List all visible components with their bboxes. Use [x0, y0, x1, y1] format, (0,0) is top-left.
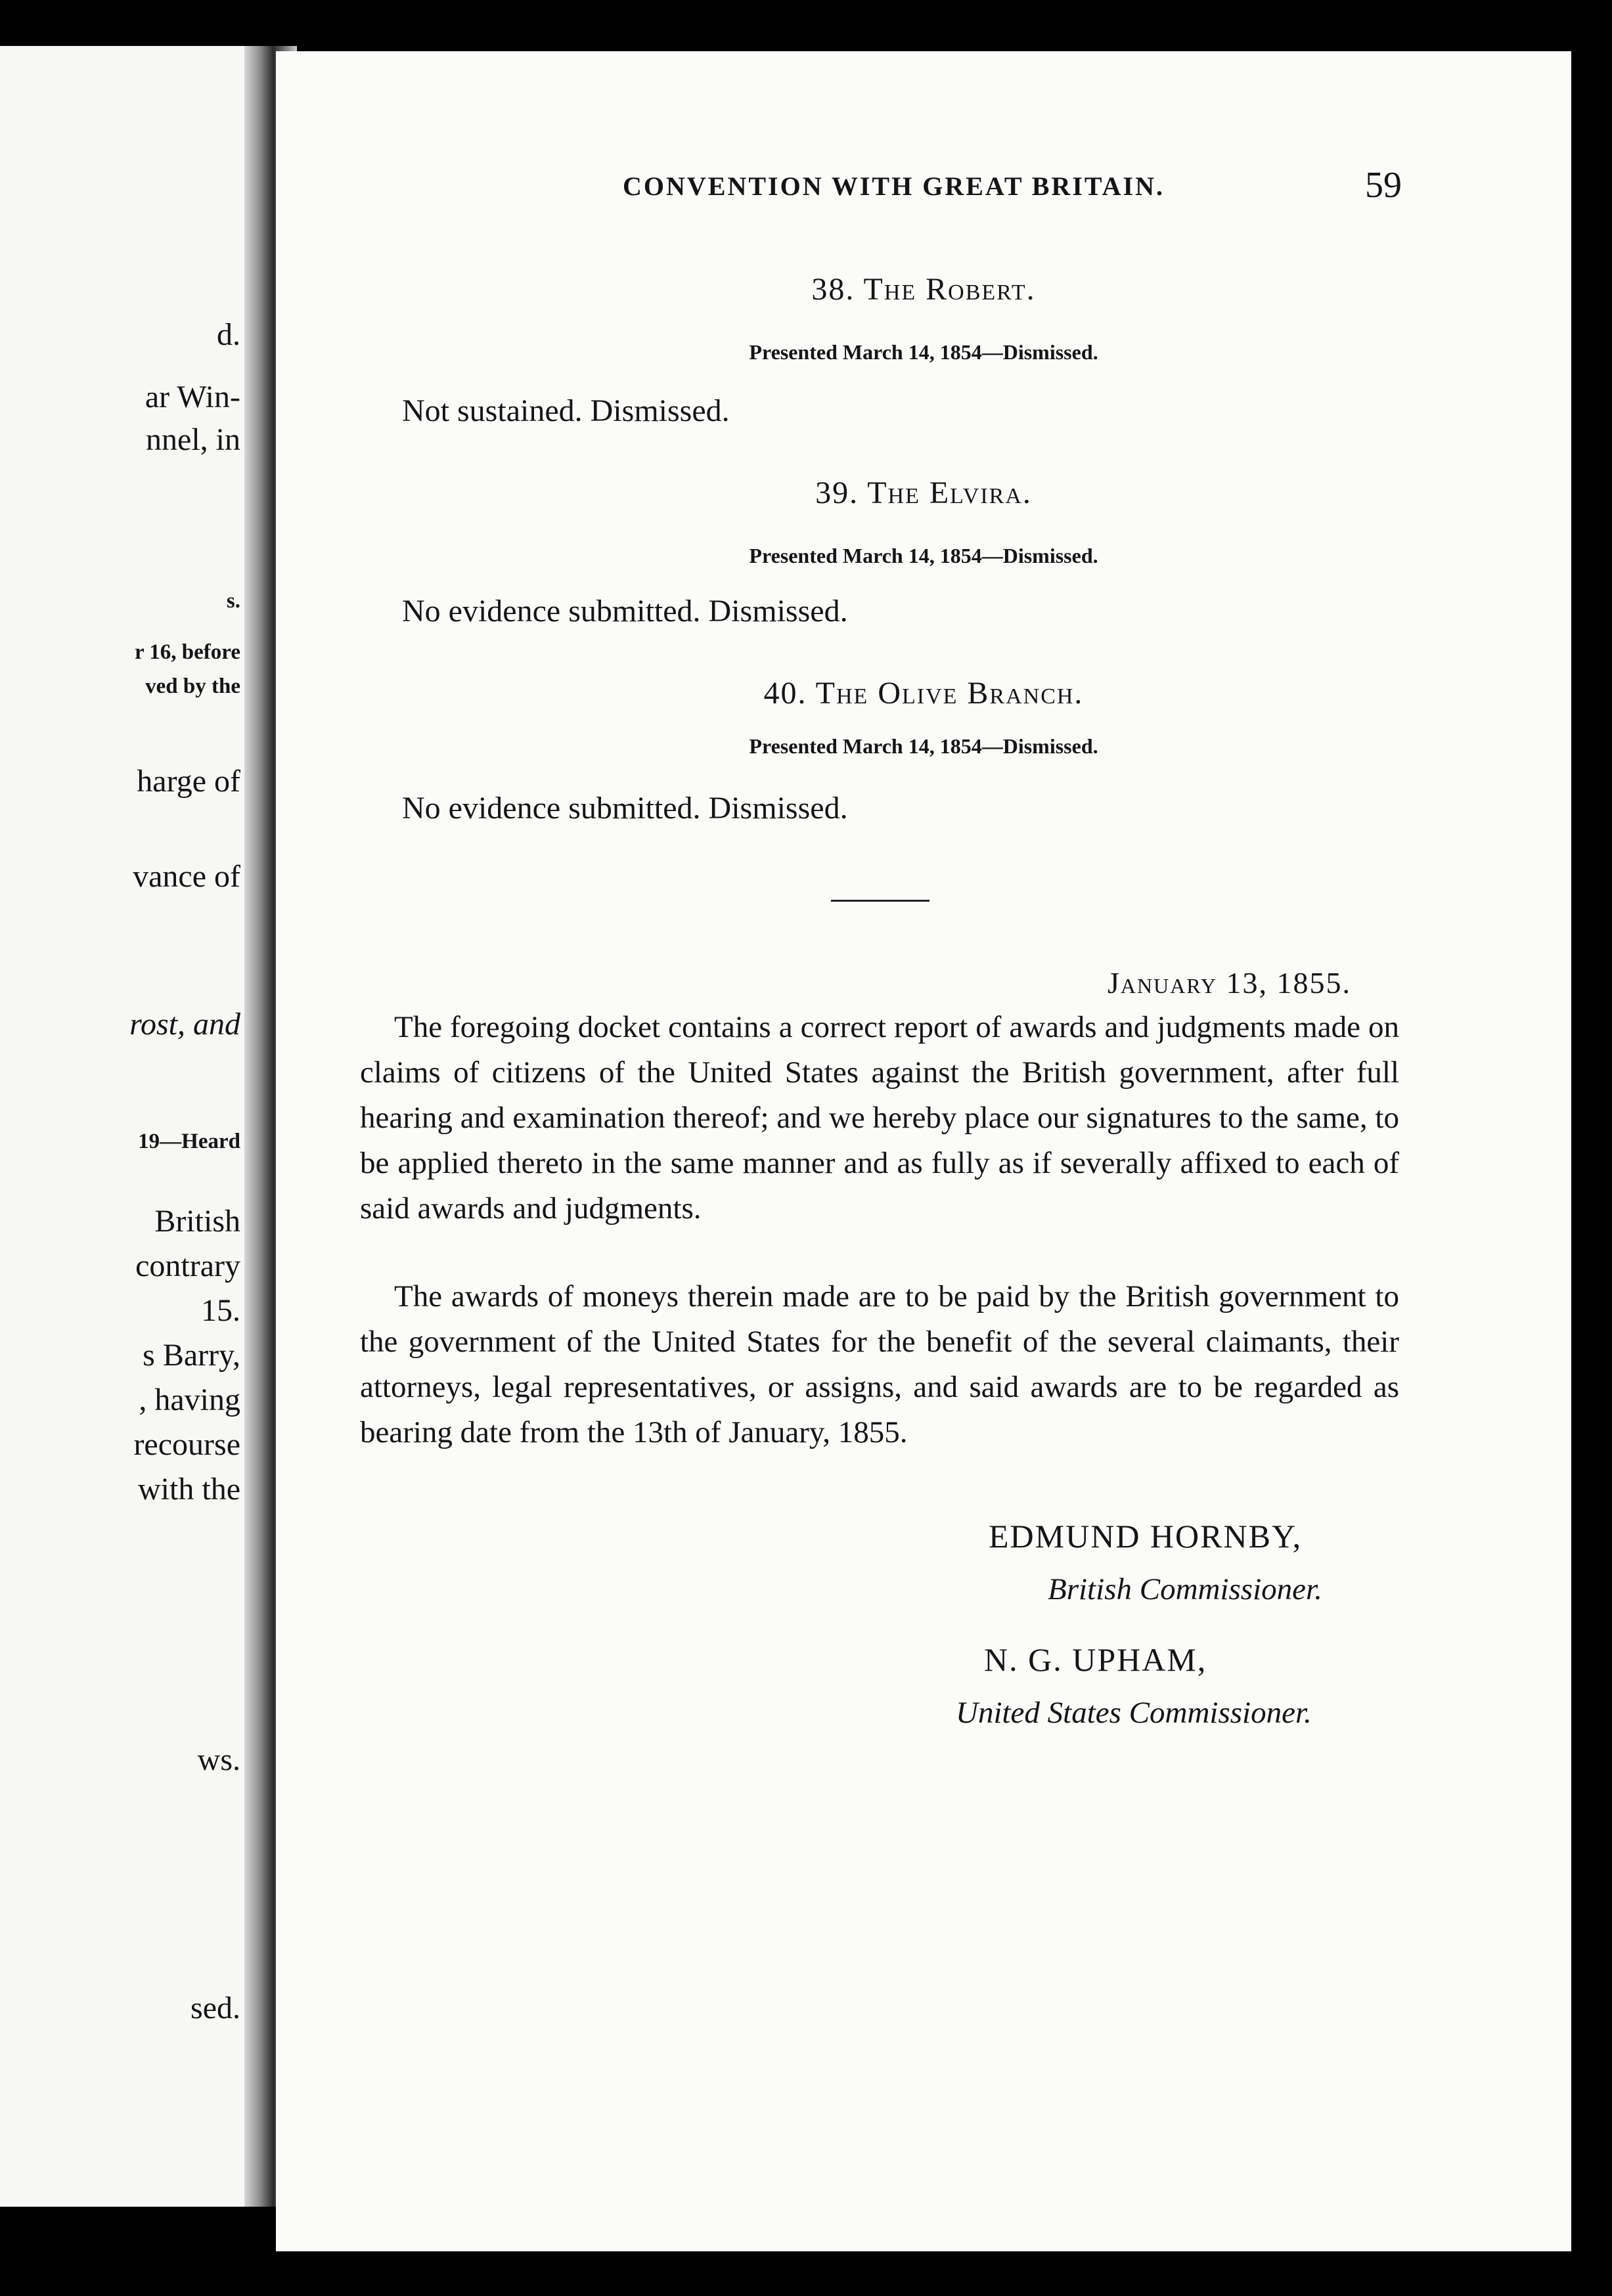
section-divider: [831, 900, 929, 902]
main-page: [276, 51, 1571, 2251]
facing-line: recourse: [133, 1427, 240, 1462]
signature-name: N. G. UPHAM,: [984, 1641, 1207, 1678]
case-title: 40. The Olive Branch.: [763, 676, 1084, 711]
facing-line: sed.: [190, 1991, 240, 2025]
facing-line: with the: [138, 1472, 240, 1507]
case-title: 38. The Robert.: [811, 272, 1036, 307]
case-meta: Presented March 14, 1854—Dismissed.: [749, 544, 1098, 567]
facing-line: r 16, before: [135, 640, 240, 664]
facing-line: rost, and: [129, 1007, 240, 1042]
facing-line: ved by the: [145, 674, 240, 698]
facing-line: , having: [139, 1382, 240, 1417]
facing-line: d.: [217, 317, 240, 352]
facing-line: s.: [226, 589, 240, 613]
facing-page: [0, 46, 244, 2207]
case-meta: Presented March 14, 1854—Dismissed.: [749, 340, 1098, 364]
facing-line: nnel, in: [146, 422, 240, 457]
facing-line: contrary: [135, 1248, 240, 1283]
facing-line: ws.: [197, 1742, 240, 1777]
docket-date: January 13, 1855.: [1107, 966, 1351, 1000]
facing-line: 15.: [201, 1293, 240, 1328]
facing-line: ar Win-: [145, 380, 240, 414]
running-head-title: CONVENTION WITH GREAT BRITAIN.: [623, 171, 1165, 201]
facing-line: 19—Heard: [138, 1130, 240, 1153]
case-decision: No evidence submitted. Dismissed.: [402, 594, 848, 629]
case-title: 39. The Elvira.: [815, 475, 1032, 510]
signature-role: British Commissioner.: [1048, 1572, 1322, 1606]
facing-line: s Barry,: [143, 1338, 240, 1373]
case-decision: No evidence submitted. Dismissed.: [402, 791, 848, 826]
case-decision: Not sustained. Dismissed.: [402, 393, 730, 428]
facing-line: vance of: [133, 859, 240, 894]
paragraph: The foregoing docket contains a correct report of awards and judgments made on claims of citizens of the United States against the British government, after full hearing and examination thereof; and we hereby place our signatures to the same, to be applied thereto in the same manner and as fully as if severally affixed to each of said awards and judgments.: [360, 1010, 1399, 1225]
case-meta: Presented March 14, 1854—Dismissed.: [749, 734, 1098, 758]
paragraph: The awards of moneys therein made are to be paid by the British government to the government of the United States for the benefit of the several claimants, their attorneys, legal representatives, or assigns, and said awards are to be regarded as bearing date from the 13th of January, 1855.: [360, 1279, 1399, 1449]
facing-line: British: [154, 1204, 240, 1239]
facing-line: harge of: [137, 764, 240, 799]
signature-name: EDMUND HORNBY,: [989, 1518, 1303, 1555]
page-number: 59: [1365, 165, 1402, 206]
signature-role: United States Commissioner.: [956, 1696, 1312, 1730]
